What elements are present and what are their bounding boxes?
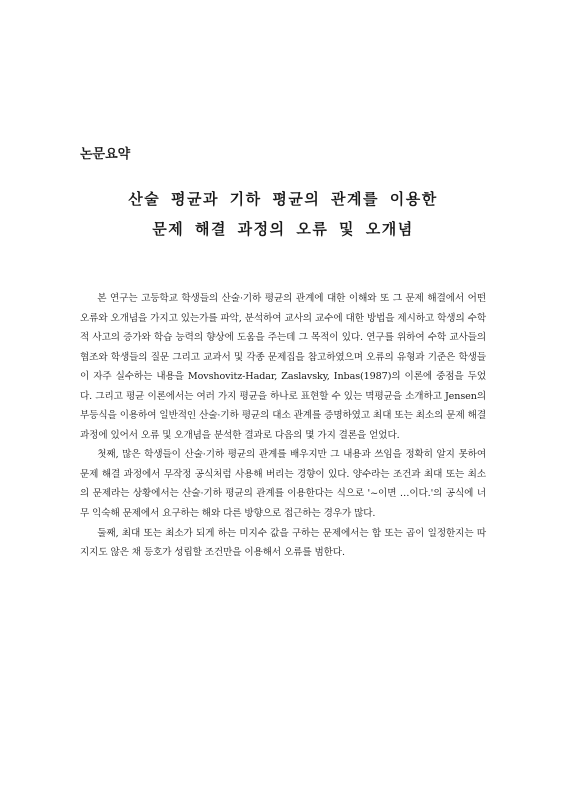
abstract-body: [80, 289, 486, 563]
paper-title-line-2: 문제 해결 과정의 오류 및 오개념: [152, 220, 414, 238]
abstract-paragraph-1: 본 연구는 고등학교 학생들의 산술·기하 평균의 관계에 대한 이해와 또 그 문제 해결에서 어떤 오류와 오개념을 가지고 있는가를 파악, 분석하여 교사의 교수에 대한 방법을 제시하고 학생의 수학적 사고의 증가와 학습 능력의 향상에 도움을 주는데 그 목적이 있다. 연구를 위하여 수학 교사들의 협조와 학생들의 질문 그리고 교과서 및 각종 문제집을 참고하였으며 오류의 유형과 기준은 학생들이 자주 실수하는 내용을 Movshovitz-Hadar, Zaslavsky, Inbas(1987)의 이론에 중점을 두었다. 그리고 평균 이론에서는 여러 가지 평균을 하나로 표현할 수 있는 멱평균을 소개하고 Jensen의 부등식을 이용하여 일반적인 산술·기하 평균의 대소 관계를 증명하였고 최대 또는 최소의 문제 해결 과정에 있어서 오류 및 오개념을 분석한 결과로 다음의 몇 가지 결론을 얻었다.: [80, 293, 486, 441]
abstract-paragraph-3: 둘째, 최대 또는 최소가 되게 하는 미지수 값을 구하는 문제에서는 합 또는 곱이 일정한지는 따지지도 않은 채 등호가 성립할 조건만을 이용해서 오류를 범한다.: [80, 527, 486, 559]
paper-title-line-1: 산술 평균과 기하 평균의 관계를 이용한: [128, 190, 438, 208]
section-label: 논문요약: [80, 147, 131, 162]
abstract-paragraph-2: 첫째, 많은 학생들이 산술·기하 평균의 관계를 배우지만 그 내용과 쓰임을 정확히 알지 못하여 문제 해결 과정에서 무작정 공식처럼 사용해 버리는 경향이 있다. 양수라는 조건과 최대 또는 최소의 문제라는 상황에서는 산술·기하 평균의 관계를 이용한다는 식으로 '~이면 …이다.'의 공식에 너무 익숙해 문제에서 요구하는 해와 다른 방향으로 접근하는 경우가 많다.: [80, 449, 486, 520]
